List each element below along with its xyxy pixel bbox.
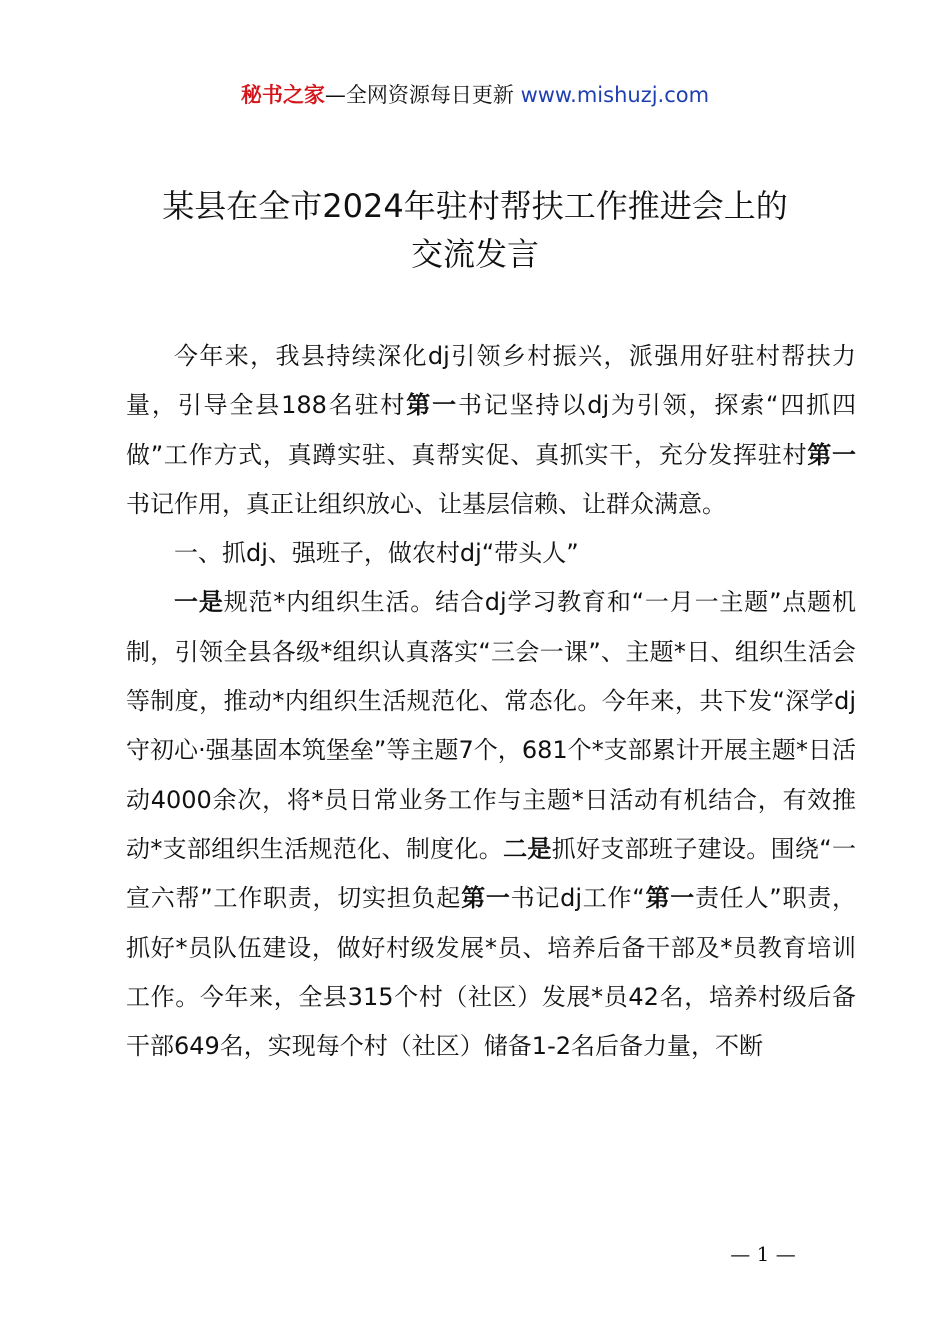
bold-run: 第一 bbox=[461, 884, 511, 913]
bold-run: 一是 bbox=[174, 588, 224, 617]
bold-run: 第一 bbox=[644, 884, 696, 913]
bold-run: 第一 bbox=[807, 440, 857, 469]
brand-name: 秘书之家 bbox=[240, 83, 325, 107]
title-line-1: 某县在全市2024年驻村帮扶工作推进会上的 bbox=[162, 187, 788, 225]
paragraph-intro bbox=[126, 332, 856, 529]
text-run: 书记dj工作“ bbox=[510, 884, 645, 913]
page-number: — 1 — bbox=[730, 1242, 796, 1266]
section-heading-1: 一、抓dj、强班子，做农村dj“带头人” bbox=[174, 539, 579, 568]
text-run: 规范*内组织生活。结合dj学习教育和“一月一主题”点题机制，引领全县各级*组织认真落实“三会一课”、主题*日、组织生活会等制度，推动*内组织生活规范化、常态化。今年来，共下发“深学dj守初心·强基固本筑堡垒”等主题7个，681个*支部累计开展主题*日活动4000余次，将*员日常业务工作与主题*日活动有机结合，有效推动*支部组织生活规范化、制度化。 bbox=[126, 588, 856, 863]
paragraph-section-1 bbox=[126, 578, 856, 1071]
document-body bbox=[126, 332, 856, 1071]
text-run: 今年来，我县持续深化dj引领乡村振兴，派强用好驻村帮扶力量，引导全县188名驻村 bbox=[126, 342, 856, 420]
site-url[interactable]: www.mishuzj.com bbox=[520, 83, 710, 107]
text-run: 书记坚持以dj为引领，探索“四抓四做”工作方式，真蹲实驻、真帮实促、真抓实干，充分发挥驻村 bbox=[126, 391, 857, 469]
text-run: 抓好支部班子建设。围绕“一宣六帮”工作职责，切实担负起 bbox=[126, 834, 857, 913]
text-run: 书记作用，真正让组织放心、让基层信赖、让群众满意。 bbox=[126, 489, 726, 518]
site-header bbox=[0, 80, 950, 110]
text-run: 责任人”职责，抓好*员队伍建设，做好村级发展*员、培养后备干部及*员教育培训工作。今年来，全县315个村（社区）发展*员42名，培养村级后备干部649名，实现每个村（社区）储备1-2名后备力量，不断 bbox=[126, 884, 857, 1061]
header-tagline: —全网资源每日更新 bbox=[324, 83, 514, 107]
bold-run: 二是 bbox=[503, 834, 552, 863]
bold-run: 第一 bbox=[406, 391, 458, 420]
document-title bbox=[60, 182, 890, 278]
title-line-2: 交流发言 bbox=[410, 235, 539, 273]
